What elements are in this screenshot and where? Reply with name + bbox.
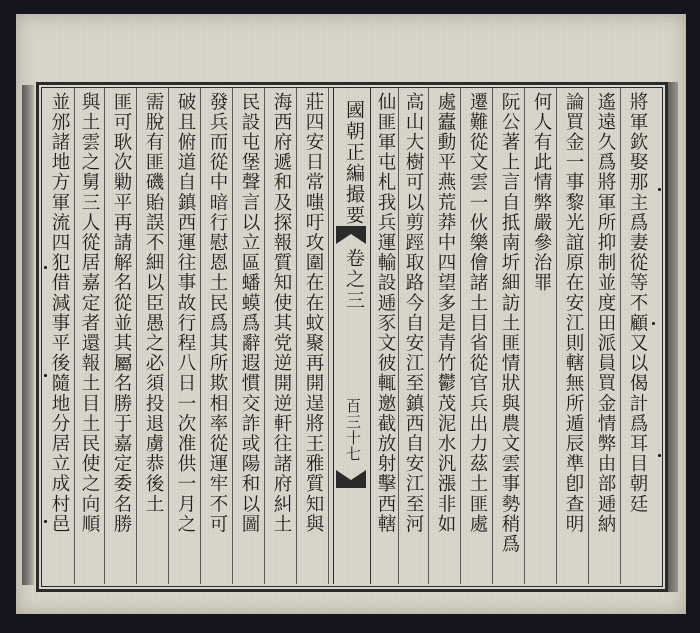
text-column: [624, 92, 650, 582]
column-text: 破且俯道自鎮西運往事故行程八日一次准供一月之: [175, 92, 196, 535]
column-text: 處蠹動平燕荒莽中四望多是青竹鬱茂泥水汎漲非如: [435, 92, 456, 535]
text-column: [204, 92, 230, 582]
column-rule: [168, 88, 169, 584]
text-column: [528, 92, 554, 582]
column-rule: [136, 88, 137, 584]
binding-hole: [652, 322, 655, 325]
column-text: 阮公著上言自抵南圻細訪土匪情狀與農文雲事勢稍爲: [499, 92, 520, 555]
binding-hole: [658, 188, 661, 191]
binding-hole: [44, 374, 47, 377]
column-rule: [428, 88, 429, 584]
binding-hole: [44, 520, 47, 523]
column-rule: [328, 88, 329, 584]
column-text: 高山大樹可以剪踁取路今自安江至鎮西自安江至河: [403, 92, 424, 535]
column-rule: [104, 88, 105, 584]
column-text: 民設屯堡聲言以立區蟠蟆爲辭遐慣交詐或陽和以圖: [239, 92, 260, 535]
text-column: [236, 92, 262, 582]
column-text: 論買金一事黎光誼原在安江則轄無所遁辰準卽查明: [563, 92, 584, 535]
column-rule: [556, 88, 557, 584]
column-rule: [232, 88, 233, 584]
text-column: [140, 92, 166, 582]
text-column: [496, 92, 522, 582]
column-rule: [200, 88, 201, 584]
text-column: [172, 92, 198, 582]
volume-label: 卷之三: [343, 248, 365, 311]
text-column: [268, 92, 294, 582]
column-text: 遷難從文雲一伙樂儈諸土目省從官兵出力茲土匪處: [467, 92, 488, 535]
column-text: 莊四安日常嗤吁攻圍在在蚊聚再開逞將王雅質知與: [303, 92, 324, 535]
binding-hole: [44, 266, 47, 269]
column-rule: [296, 88, 297, 584]
column-text: 發兵而從中暗行慰恩土民爲其所欺相率從運牢不可: [207, 92, 228, 535]
text-column: [300, 92, 326, 582]
column-text: 遙遠久爲將軍所抑制並度田派員買金情弊由部逓納: [595, 92, 616, 535]
column-rule: [588, 88, 589, 584]
text-column: [108, 92, 134, 582]
text-column: [432, 92, 458, 582]
text-column: [560, 92, 586, 582]
column-rule: [74, 88, 75, 584]
column-text: 海西府遞和及探報質知使其党逆開逆軒往諸府糾土: [271, 92, 292, 535]
text-column: [592, 92, 618, 582]
column-rule: [264, 88, 265, 584]
column-rule: [524, 88, 525, 584]
text-column: [464, 92, 490, 582]
column-text: 將軍欽娶那主爲妻從等不顧又以偈計爲耳目朝廷: [627, 92, 648, 515]
column-text: 仙匪軍屯札我兵運輸設逓豕文彼輒邀截放射擊西轄: [375, 92, 396, 535]
column-rule: [460, 88, 461, 584]
text-column: [400, 92, 426, 582]
column-text: 何人有此情弊嚴參治罪: [531, 92, 552, 293]
column-text: 與土雲之舅三人從居嘉定者還報土目土民使之向順: [79, 92, 100, 535]
text-column: [46, 92, 72, 582]
column-rule: [398, 88, 399, 584]
text-column: [76, 92, 102, 582]
text-column: [372, 92, 398, 582]
fishtail-mark-bottom: [336, 470, 366, 488]
column-text: 需脫有匪磯貽誤不細以臣愚之必須投退虜恭後土: [143, 92, 164, 515]
binding-hole: [658, 454, 661, 457]
page-number: 百三十七: [344, 398, 362, 462]
column-text: 並邠諸地方軍流四犯借減事平後隨地分居立成村邑: [49, 92, 70, 535]
fishtail-mark-top: [336, 226, 366, 244]
column-rule: [492, 88, 493, 584]
column-text: 匪可耿次勦平再請解名從並其屬名勝于嘉定委名勝: [111, 92, 132, 535]
book-title: 國朝正編撮要: [343, 100, 365, 226]
column-rule: [620, 88, 621, 584]
page-left-edge: [22, 85, 34, 585]
